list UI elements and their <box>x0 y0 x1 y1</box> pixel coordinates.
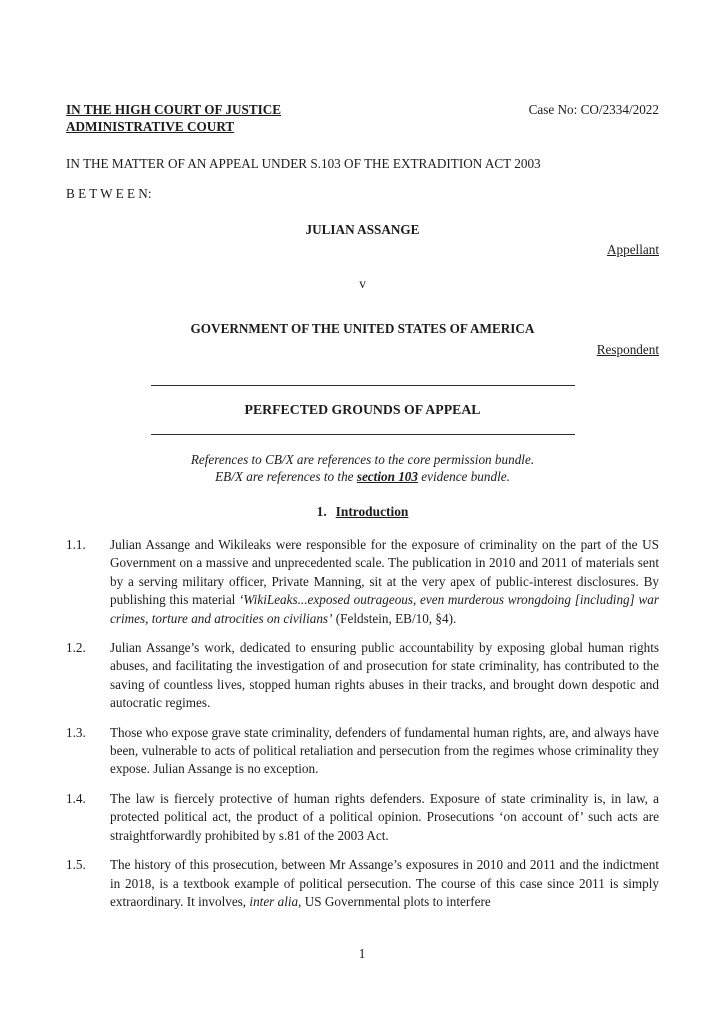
paragraph-segment: The history of this prosecution, between Mr Assange’s exposures in 2010 and 2011 and the indictment in 2018, is a textbook example of political persecution. The course of this case since 2011 is simply extraordinary. It involves, <box>110 857 659 909</box>
title-rule-top <box>151 385 575 386</box>
paragraph-number: 1.3. <box>66 724 86 740</box>
paragraph-text <box>110 724 659 779</box>
court-block <box>66 101 281 135</box>
section-heading <box>66 503 659 521</box>
paragraph-text <box>110 790 659 845</box>
appellant-role-label: Appellant <box>606 242 659 257</box>
reference-note <box>66 452 659 485</box>
numbered-paragraph <box>66 639 659 713</box>
reference-note-section103: section 103 <box>356 468 418 484</box>
page-number: 1 <box>358 946 366 961</box>
document-header <box>66 101 659 135</box>
paragraph-segment: , US Governmental plots to interfere <box>298 893 491 909</box>
paragraph-number: 1.4. <box>66 790 86 806</box>
between-label: B E T W E E N: <box>66 186 152 201</box>
paragraph-segment: ‘WikiLeaks...exposed outrageous, even murderous wrongdoing [including] war crimes, torture and atrocities on civilians’ <box>110 592 659 626</box>
section-heading-number: 1. <box>316 504 327 519</box>
numbered-paragraph <box>66 790 659 845</box>
matter-line: IN THE MATTER OF AN APPEAL UNDER S.103 OF THE EXTRADITION ACT 2003 <box>66 156 541 171</box>
paragraph-segment: Those who expose grave state criminality, defenders of fundamental human rights, are, and always have been, vulnerable to acts of political retaliation and persecution from the regimes whose criminality they expose. Julian Assange is no exception. <box>110 724 659 777</box>
paragraph-segment: inter alia <box>249 893 299 909</box>
court-division: ADMINISTRATIVE COURT <box>66 119 235 134</box>
paragraph-text <box>110 856 659 911</box>
title-rule-bottom <box>151 434 575 435</box>
versus-label: v <box>359 276 366 291</box>
paragraph-segment: (Feldstein, EB/10, §4). <box>332 610 457 626</box>
paragraph-number: 1.1. <box>66 537 86 552</box>
paragraph-segment: Julian Assange’s work, dedicated to ensuring public accountability by exposing global human rights abuses, and facilitating the investigation of and prosecution for state criminality, has contributed to the saving of countless lives, stopped human rights abuses in their tracks, and brought down despotic and autocratic regimes. <box>110 640 659 711</box>
numbered-paragraph <box>66 724 659 779</box>
section-heading-title: Introduction <box>335 504 409 519</box>
appellant-name: JULIAN ASSANGE <box>305 222 420 237</box>
numbered-paragraph <box>66 856 659 911</box>
numbered-paragraph <box>66 536 659 628</box>
paragraph-number: 1.2. <box>66 640 86 656</box>
reference-note-line2-post: evidence bundle. <box>418 468 510 484</box>
reference-note-line1: References to CB/X are references to the core permission bundle. <box>190 452 535 467</box>
reference-note-line2-pre: EB/X are references to the <box>215 468 357 484</box>
reference-note-line2 <box>66 469 659 486</box>
paragraph-segment: Julian Assange and Wikileaks were responsible for the exposure of criminality on the part of the US Government on a massive and unprecedented scale. The publication in 2010 and 2011 of materials sent by a serving military officer, Private Manning, sit at the very apex of public-interest disclosures. By publishing this material <box>110 537 659 608</box>
case-number: Case No: CO/2334/2022 <box>528 102 659 117</box>
paragraph-text <box>110 536 659 628</box>
paragraph-number: 1.5. <box>66 857 86 873</box>
paragraph-list <box>66 536 659 911</box>
document-title: PERFECTED GROUNDS OF APPEAL <box>244 402 481 417</box>
respondent-name: GOVERNMENT OF THE UNITED STATES OF AMERICA <box>190 321 535 336</box>
paragraph-text <box>110 639 659 713</box>
court-name: IN THE HIGH COURT OF JUSTICE <box>66 102 282 117</box>
respondent-role-label: Respondent <box>596 342 659 357</box>
paragraph-segment: The law is fiercely protective of human rights defenders. Exposure of state criminality is, in law, a protected political act, the product of a political opinion. Prosecutions ‘on account of’ such acts are straightforwardly prohibited by s.81 of the 2003 Act. <box>110 790 659 843</box>
